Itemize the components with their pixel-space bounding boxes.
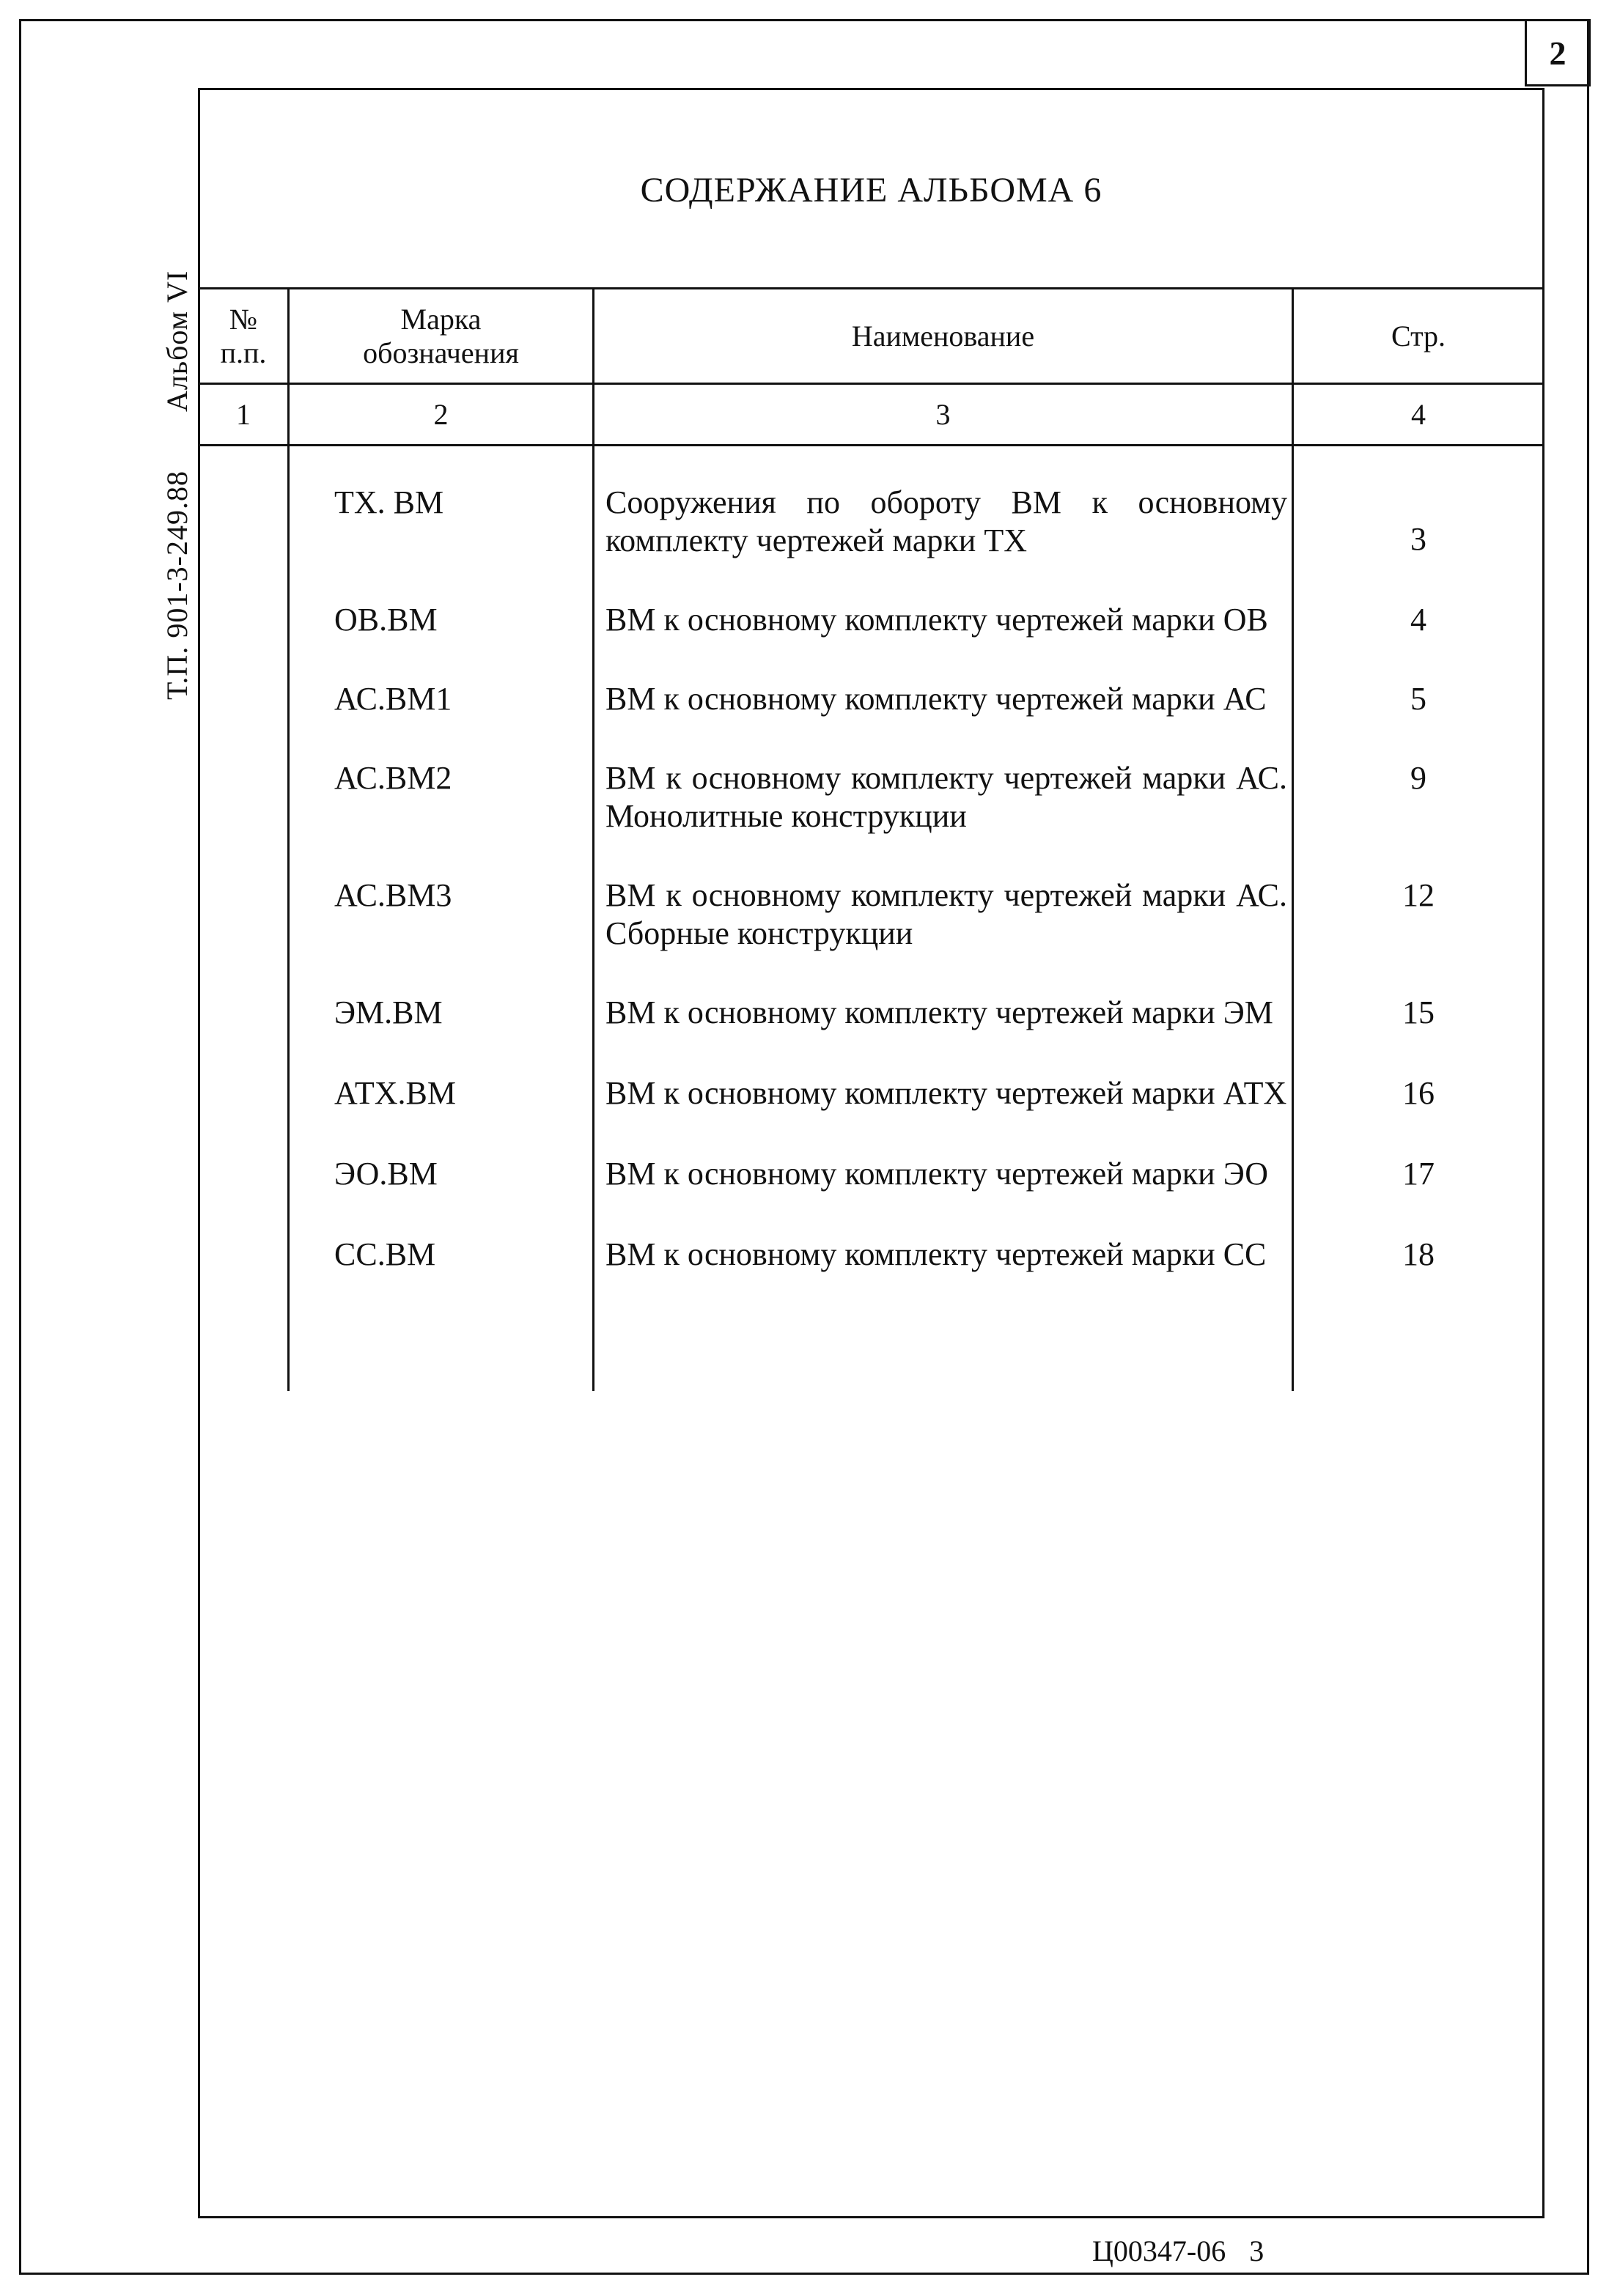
- header-mark: Марка обозначения: [363, 302, 519, 369]
- row-5-page: 12: [1402, 877, 1435, 913]
- row-9-name: ВМ к основному комплекту чертежей марки СС: [605, 1236, 1267, 1272]
- row-2-name: ВМ к основному комплекту чертежей марки ОВ: [605, 602, 1268, 638]
- header-number: № п.п.: [220, 302, 267, 369]
- row-3-mark: АС.ВМ1: [334, 681, 452, 717]
- row-1-name: Сооружения по обороту ВМ к основному комплекту чертежей марки ТХ: [605, 484, 1287, 558]
- footer-page: 3: [1249, 2234, 1264, 2267]
- footer: [1092, 2234, 1264, 2268]
- column-number-4: 4: [1411, 397, 1426, 431]
- row-6-name: ВМ к основному комплекту чертежей марки ЭМ: [605, 994, 1273, 1030]
- album-label: Альбом VI: [161, 270, 194, 413]
- row-6-mark: ЭМ.ВМ: [334, 994, 443, 1030]
- row-2-page: 4: [1410, 602, 1426, 638]
- row-5-mark: АС.ВМ3: [334, 877, 452, 913]
- column-divider-1: [287, 287, 290, 1391]
- row-1-page: 3: [1410, 521, 1426, 557]
- column-number-3: 3: [935, 397, 951, 431]
- row-8-name: ВМ к основному комплекту чертежей марки ЭО: [605, 1156, 1269, 1192]
- row-4-mark: АС.ВМ2: [334, 760, 452, 796]
- column-divider-2: [592, 287, 594, 1391]
- row-3-name: ВМ к основному комплекту чертежей марки АС: [605, 681, 1267, 717]
- row-3-page: 5: [1410, 681, 1426, 717]
- row-4-name: ВМ к основному комплекту чертежей марки АС. Монолитные конструкции: [605, 760, 1287, 834]
- column-numbers-bottom-rule: [199, 444, 1544, 446]
- sheet-number: 2: [1525, 19, 1591, 86]
- header-name: Наименование: [851, 319, 1035, 352]
- row-6-page: 15: [1402, 994, 1435, 1030]
- row-7-name: ВМ к основному комплекту чертежей марки АТХ: [605, 1075, 1287, 1111]
- row-7-page: 16: [1402, 1075, 1435, 1111]
- doc-code: Т.П. 901-3-249.88: [161, 470, 194, 700]
- page-title: СОДЕРЖАНИЕ АЛЬБОМА 6: [640, 171, 1102, 210]
- row-7-mark: АТХ.ВМ: [334, 1075, 457, 1111]
- side-label: [160, 270, 194, 700]
- row-8-mark: ЭО.ВМ: [334, 1156, 438, 1192]
- row-1-mark: ТХ. ВМ: [334, 484, 444, 520]
- column-divider-3: [1292, 287, 1294, 1391]
- footer-code: Ц00347-06: [1092, 2234, 1226, 2267]
- row-8-page: 17: [1402, 1156, 1435, 1192]
- row-5-name: ВМ к основному комплекту чертежей марки АС. Сборные конструкции: [605, 877, 1287, 951]
- row-2-mark: ОВ.ВМ: [334, 602, 438, 638]
- row-4-page: 9: [1410, 760, 1426, 796]
- column-number-1: 1: [236, 397, 251, 431]
- header-page: Стр.: [1391, 319, 1446, 352]
- column-number-2: 2: [433, 397, 449, 431]
- row-9-page: 18: [1402, 1236, 1435, 1272]
- row-9-mark: СС.ВМ: [334, 1236, 436, 1272]
